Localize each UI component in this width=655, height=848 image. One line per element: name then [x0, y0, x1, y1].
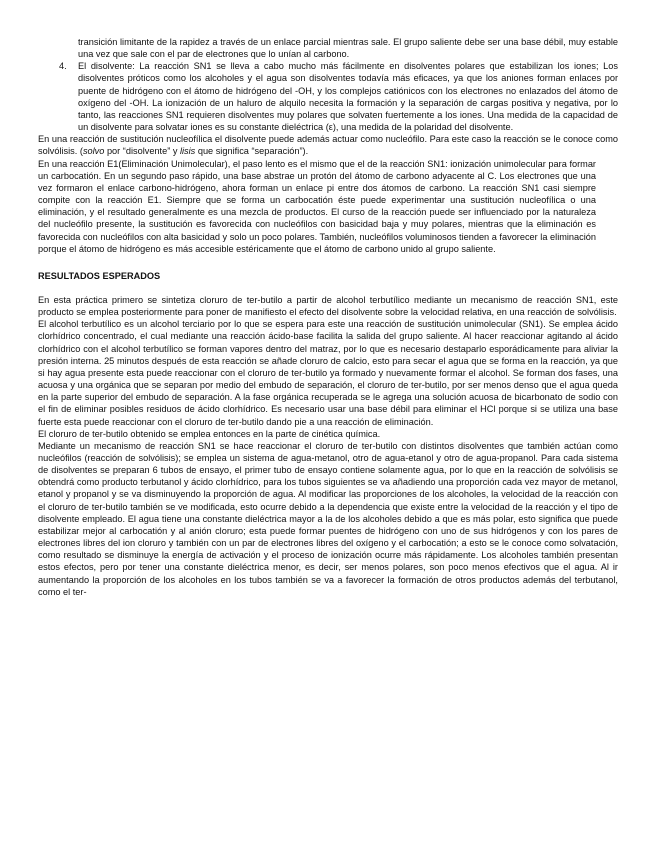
list-item-solvent [59, 60, 618, 133]
e1-paragraph: En una reacción E1(Eliminación Unimolecular), el paso lento es el mismo que el de la reacción SN1: ionización unimolecular para formar un carbocatión. En un segundo paso rápido, una base abstrae un protón del átomo de carbono adyacente al C. Los electrones que una vez formaron el enlace carbono-hidrógeno, ahora forman un enlace pi entre dos átomos de carbono. La reacción SN1 casi siempre compite con la reacción E1. Siempre que se forma un carbocatión éste puede experimentar una sustitución nucleofílica o una eliminación, y el resultado generalmente es una mezcla de productos. El curso de la reacción puede ser influenciado por la naturaleza del nucleófilo presente, la sustitución es favorecida con nucleófilos con basicidad baja y muy polares, mientras que la eliminación es favorecida con nucleófilos con alta basicidad y solo un poco polares. También, nucleófilos voluminosos tienden a favorecer la eliminación porque el átomo de hidrógeno es más accesible estéricamente que el átomo de carbono unido al grupo saliente. [38, 158, 596, 254]
solvolysis-text-b: por “disolvente” y [104, 146, 180, 157]
document-page [38, 36, 618, 598]
list-item-number: 4. [59, 61, 67, 72]
solvolysis-text-c: que significa “separación”). [195, 146, 309, 157]
results-paragraph-1: En esta práctica primero se sintetiza cloruro de ter-butilo a partir de alcohol terbutílico mediante un mecanismo de reacción SN1, este producto se emplea posteriormente para poner de manifiesto el efecto del disolvente sobre la velocidad relativa, en una reacción de solvólisis. [38, 294, 618, 318]
solvolysis-text-a: En una reacción de sustitución nucleofílica el disolvente puede además actuar como nucleófilo. Para este caso la reacción se le conoce como solvólisis. ( [38, 134, 618, 157]
solvolysis-term-lisis: lisis [179, 146, 196, 157]
solvolysis-term-solvo: solvo [82, 146, 105, 157]
leaving-group-continuation: transición limitante de la rapidez a través de un enlace parcial mientras sale. El grupo saliente debe ser una base débil, muy estable una vez que sale con el par de electrones que lo unían al carbono. [78, 37, 618, 60]
section-heading: RESULTADOS ESPERADOS [38, 270, 161, 281]
solvolysis-paragraph [38, 133, 618, 157]
results-paragraph-4: Mediante un mecanismo de reacción SN1 se hace reaccionar el cloruro de ter-butilo con distintos disolventes que también actúan como nucleófilos (reacción de solvólisis); se emplea un sistema de agua-metanol, otro de agua-etanol y otro de agua-propanol. Para cada sistema de disolventes se preparan 6 tubos de ensayo, el primer tubo de ensayo contiene solamente agua, por lo que en la reacción de solvólisis se obtendrá como producto terbutanol y ácido clorhídrico, para los tubos siguientes se va añadiendo una proporción cada vez mayor de metanol, etanol y propanol y se va disminuyendo la proporción de agua. Al modificar las proporciones de los alcoholes, la velocidad de la reacción con el cloruro de ter-butilo también se ve modificada, esto ocurre debido a la dependencia que existe entre la velocidad de la reacción y el tipo de disolvente empleado. El agua tiene una constante dieléctrica mayor a la de los alcoholes debido a que es más polar, esto significa que puede estabilizar mejor al carbocatión y al anión cloruro; esta puede formar puentes de hidrógeno con uno de sus hidrógenos y con los pares de electrones libres del ion cloruro y también con un par de electrones libres del oxígeno y el carbocatión; a esto se le conoce como solvatación, como resultado se disminuye la energía de activación y el proceso de ionización ocurre más rápidamente. Los alcoholes también presentan estos efectos, pero por tener una constante dieléctrica menor, es decir, ser menos polares, son poco menos efectivos que el agua. Al ir aumentando la proporción de los alcoholes en los tubos también se va a favorecer la formación de otros productos además del terbutanol, como el ter- [38, 440, 618, 597]
results-paragraph-3: El cloruro de ter-butilo obtenido se emplea entonces en la parte de cinética química. [38, 428, 381, 439]
list-item-text: El disolvente: La reacción SN1 se lleva a cabo mucho más fácilmente en disolventes polares que estabilizan los iones; Los disolventes próticos como los alcoholes y el agua son disolventes todavía más eficaces, ya que los aniones forman enlaces por puente de hidrógeno con el átomo de hidrógeno del -OH, y los complejos catiónicos con los electrones no enlazados del átomo de oxígeno del -OH. La ionización de un haluro de alquilo necesita la formación y la separación de cargas positiva y negativa, por lo tanto, las reacciones SN1 requieren disolventes muy polares que solvaten fuertemente a los iones. Una medida de la capacidad de un disolvente para solvatar iones es su constante dieléctrica (ε), una medida de la polaridad del disolvente. [78, 61, 618, 133]
results-paragraph-2: El alcohol terbutílico es un alcohol terciario por lo que se espera para este una reacción de sustitución unimolecular (SN1). Se emplea ácido clorhídrico concentrado, el cual mediante una reacción ácido-base facilita la salida del grupo saliente. Al hacer reaccionar agitando al ácido clorhídrico con el alcohol terbutílico se forman vapores dentro del matraz, por lo que es necesario destaparlo esporádicamente para aliviar la presión interna. 25 minutos después de esta reacción se añade cloruro de calcio, esto para secar el agua que se forma en la reacción, ya que si hay agua presente esta puede reaccionar con el cloruro de ter-butilo ya formado y nuevamente formar el alcohol. Se forman dos fases, una acuosa y una orgánica que se separan por medio del embudo de separación, el cloruro de ter-butilo, por ser menos denso que el agua queda en la parte superior del embudo de separación. A la fase orgánica recuperada se le agrega una solución acuosa de bicarbonato de sodio con el fin de eliminar posibles residuos de ácido clorhídrico. Es necesario usar una base débil para eliminar el HCl porque si se utiliza una base fuerte esta puede reaccionar con el cloruro de ter-butilo dando pie a una reacción de eliminación. [38, 319, 618, 427]
